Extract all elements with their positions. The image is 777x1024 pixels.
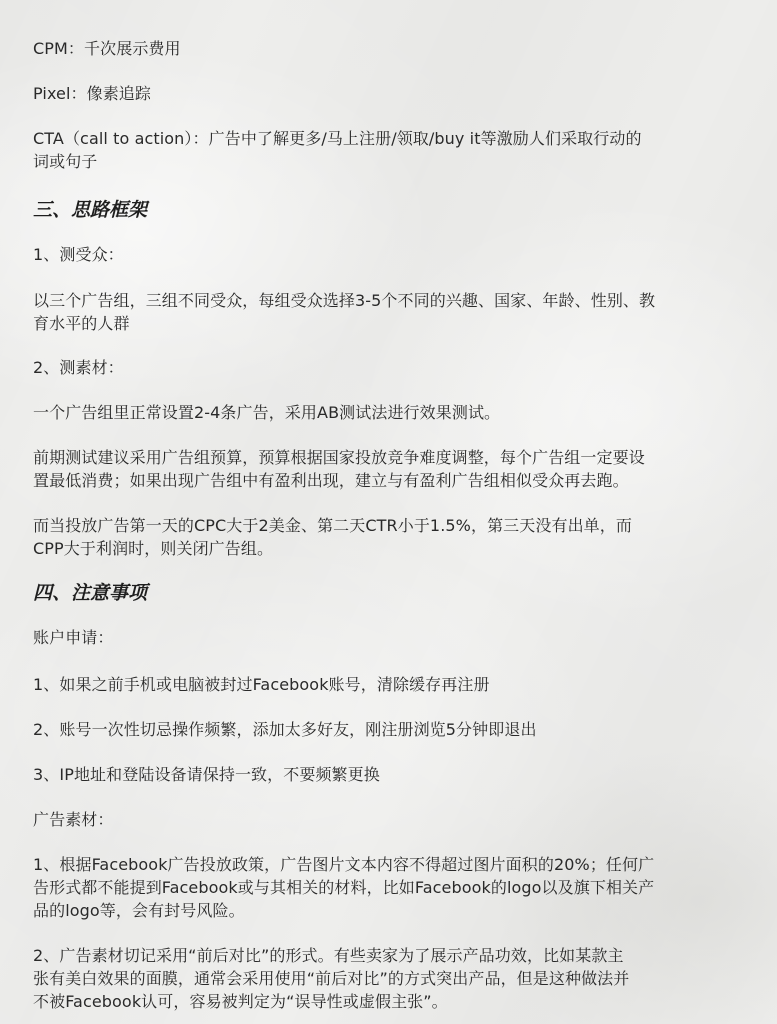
material-test-paragraph3-line2: CPP大于利润时，则关闭广告组。 — [33, 539, 274, 558]
account-item-2: 2、账号一次性切忌操作频繁，添加太多好友，刚注册浏览5分钟即退出 — [33, 720, 537, 739]
account-application-title: 账户申请： — [33, 628, 114, 647]
glossary-cpm: CPM：千次展示费用 — [33, 39, 181, 58]
account-item-1: 1、如果之前手机或电脑被封过Facebook账号，清除缓存再注册 — [33, 675, 490, 694]
ad-creative-item2-line1: 2、广告素材切记采用“前后对比”的形式。有些卖家为了展示产品功效，比如某款主 — [33, 946, 624, 965]
ad-creative-item1-line3: 品的logo等，会有封号风险。 — [33, 901, 245, 920]
audience-test-line2: 育水平的人群 — [33, 314, 130, 333]
glossary-cta-line2: 词或句子 — [33, 152, 98, 171]
ad-creative-item1-line2: 告形式都不能提到Facebook或与其相关的材料，比如Facebook的logo以及旗下相关产 — [33, 878, 655, 897]
material-test-paragraph3-line1: 而当投放广告第一天的CPC大于2美金、第二天CTR小于1.5%，第三天没有出单，而 — [33, 516, 632, 535]
audience-test-title: 1、测受众： — [33, 245, 124, 264]
material-test-title: 2、测素材： — [33, 358, 124, 377]
glossary-pixel: Pixel：像素追踪 — [33, 84, 152, 103]
ad-creative-title: 广告素材： — [33, 810, 114, 829]
section-heading-framework: 三、思路框架 — [33, 199, 148, 221]
material-test-paragraph2-line1: 前期测试建议采用广告组预算，预算根据国家投放竞争难度调整，每个广告组一定要设 — [33, 448, 645, 467]
material-test-paragraph1: 一个广告组里正常设置2-4条广告，采用AB测试法进行效果测试。 — [33, 403, 501, 422]
ad-creative-item1-line1: 1、根据Facebook广告投放政策，广告图片文本内容不得超过图片面积的20%；任何广 — [33, 855, 655, 874]
ad-creative-item2-line2: 张有美白效果的面膜，通常会采用使用“前后对比”的方式突出产品，但是这种做法并 — [33, 969, 630, 988]
ad-creative-item2-line3: 不被Facebook认可，容易被判定为“误导性或虚假主张”。 — [33, 992, 448, 1011]
section-heading-notes: 四、注意事项 — [33, 582, 148, 604]
material-test-paragraph2-line2: 置最低消费；如果出现广告组中有盈利出现，建立与有盈利广告组相似受众再去跑。 — [33, 471, 629, 490]
audience-test-line1: 以三个广告组，三组不同受众，每组受众选择3-5个不同的兴趣、国家、年龄、性别、教 — [33, 291, 656, 310]
account-item-3: 3、IP地址和登陆设备请保持一致，不要频繁更换 — [33, 765, 380, 784]
glossary-cta-line1: CTA（call to action）：广告中了解更多/马上注册/领取/buy it等激励人们采取行动的 — [33, 129, 642, 148]
